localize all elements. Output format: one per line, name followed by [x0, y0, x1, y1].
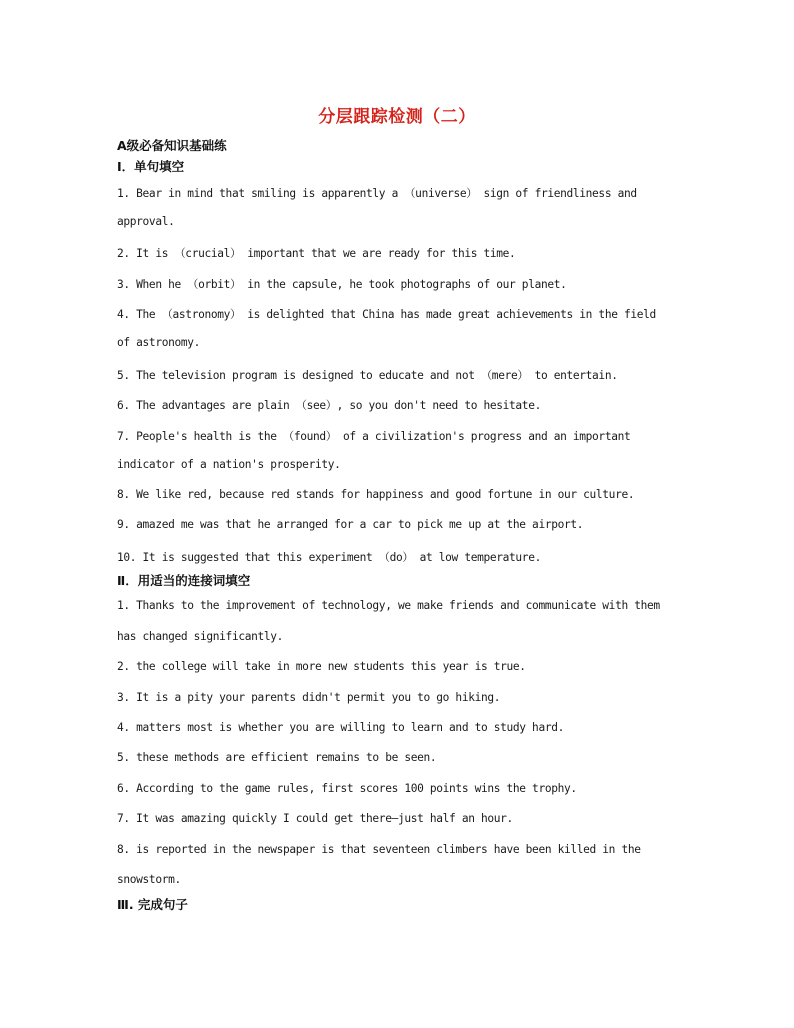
- question-2-1-cont: has changed significantly.: [117, 630, 284, 643]
- question-2-1: 1. Thanks to the improvement of technology, we make friends and communicate with them: [117, 599, 660, 612]
- question-2-7: 7. It was amazing quickly I could get there—just half an hour.: [117, 812, 513, 825]
- question-2-3: 3. It is a pity your parents didn't permit you to go hiking.: [117, 691, 501, 704]
- question-1-1: 1. Bear in mind that smiling is apparently a （universe） sign of friendliness and: [117, 187, 637, 200]
- question-2-2: 2. the college will take in more new students this year is true.: [117, 660, 526, 673]
- question-1-2: 2. It is （crucial） important that we are ready for this time.: [117, 247, 516, 260]
- question-2-6: 6. According to the game rules, first scores 100 points wins the trophy.: [117, 782, 577, 795]
- question-1-1-cont: approval.: [117, 215, 175, 228]
- question-1-4-cont: of astronomy.: [117, 336, 201, 349]
- question-1-8: 8. We like red, because red stands for happiness and good fortune in our culture.: [117, 488, 635, 501]
- question-2-4: 4. matters most is whether you are willing to learn and to study hard.: [117, 721, 564, 734]
- question-1-10: 10. It is suggested that this experiment （do） at low temperature.: [117, 551, 541, 564]
- section-heading-3: Ⅲ. 完成句子: [117, 897, 188, 912]
- question-2-8-cont: snowstorm.: [117, 873, 181, 886]
- page-title: 分层跟踪检测（二）: [318, 107, 476, 127]
- question-1-5: 5. The television program is designed to educate and not （mere） to entertain.: [117, 369, 618, 382]
- section-heading-1: Ⅰ．单句填空: [117, 159, 185, 174]
- question-1-7: 7. People's health is the （found） of a civilization's progress and an important: [117, 430, 631, 443]
- question-2-8: 8. is reported in the newspaper is that seventeen climbers have been killed in the: [117, 843, 641, 856]
- level-label: A级必备知识基础练: [117, 138, 227, 153]
- question-1-7-cont: indicator of a nation's prosperity.: [117, 458, 341, 471]
- question-2-5: 5. these methods are efficient remains to be seen.: [117, 751, 437, 764]
- section-heading-2: Ⅱ．用适当的连接词填空: [117, 573, 251, 588]
- question-1-6: 6. The advantages are plain （see）, so you don't need to hesitate.: [117, 399, 541, 412]
- question-1-3: 3. When he （orbit） in the capsule, he took photographs of our planet.: [117, 278, 567, 291]
- question-1-4: 4. The （astronomy） is delighted that China has made great achievements in the field: [117, 308, 656, 321]
- question-1-9: 9. amazed me was that he arranged for a car to pick me up at the airport.: [117, 518, 584, 531]
